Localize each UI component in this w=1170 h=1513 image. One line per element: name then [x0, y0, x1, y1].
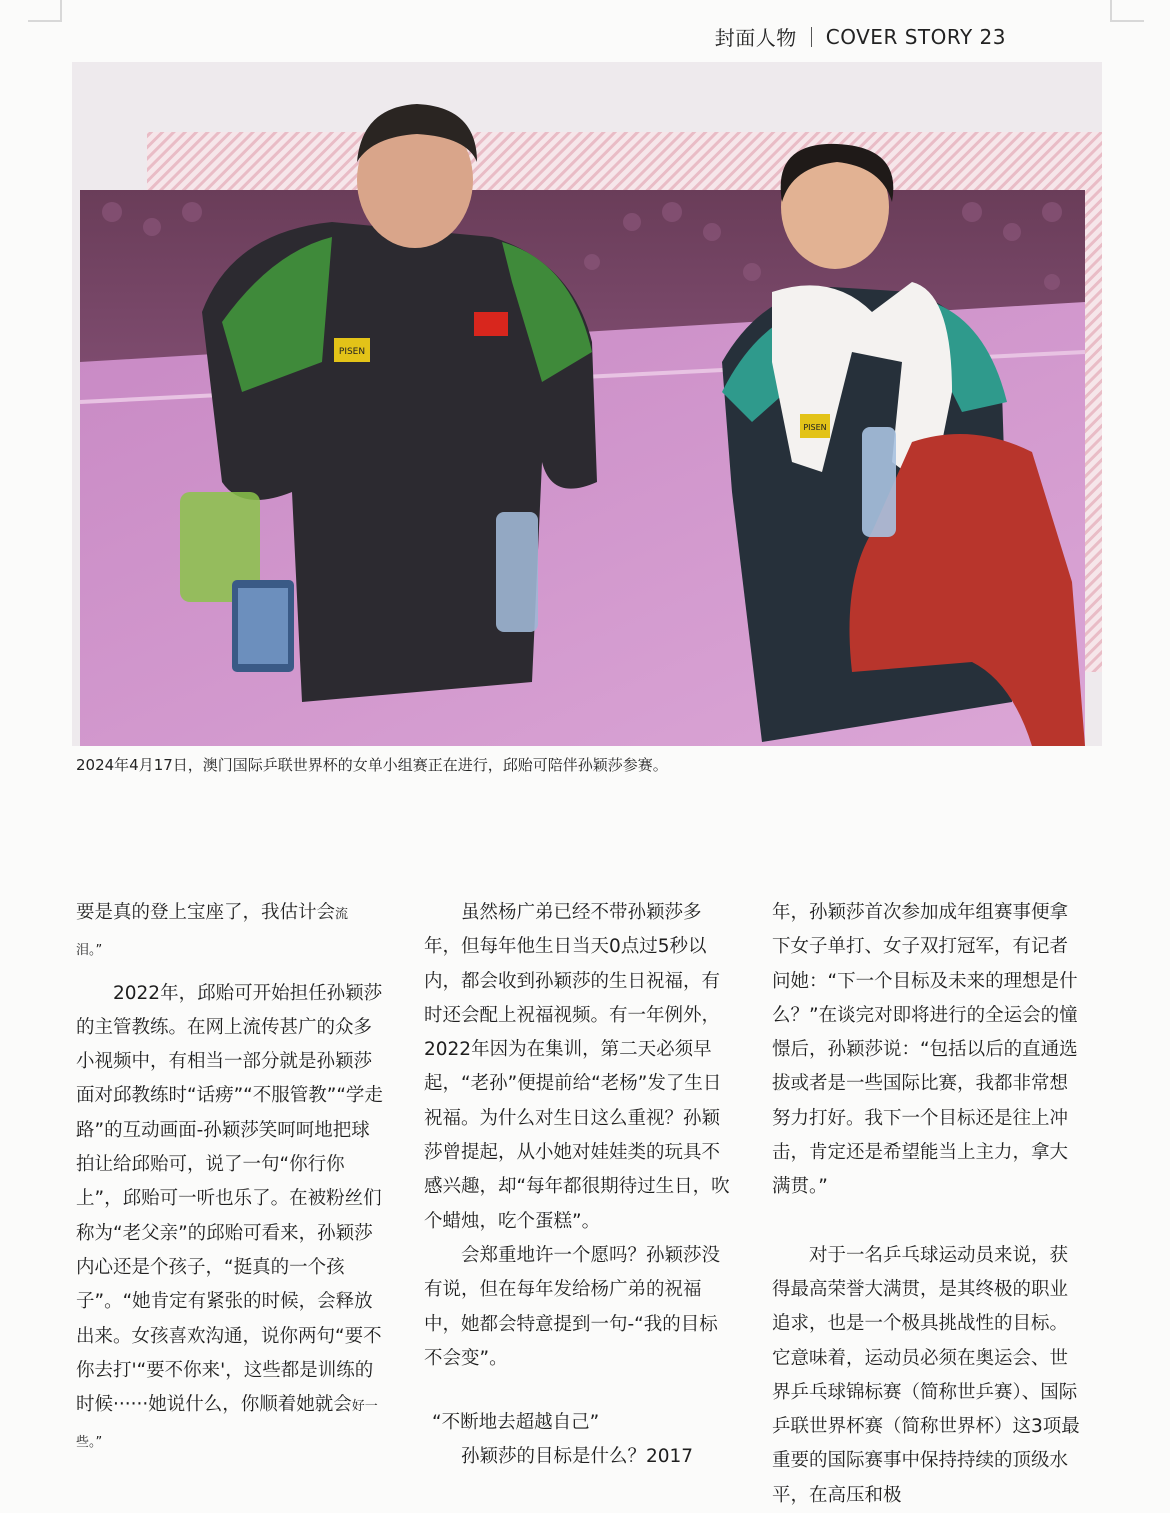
- coach-badge-text: PISEN: [338, 347, 366, 357]
- col2-paragraph-3: 孙颖莎的目标是什么？2017: [461, 1446, 694, 1468]
- col1-p1-small-b: 泪。”: [76, 943, 103, 959]
- story-label: COVER STORY 23: [825, 24, 1006, 49]
- crop-mark-top-right-h: [1110, 20, 1144, 22]
- player-badge-text: PISEN: [803, 423, 827, 432]
- feature-photo: [72, 62, 1102, 746]
- col3-paragraph-1: 年，孙颖莎首次参加成年组赛事便拿下女子单打、女子双打冠军，有记者问她：“下一个目标及未来的理想是什么？”在谈完对即将进行的全运会的憧憬后，孙颖莎说：“包括以后的直通选拔或者是一些国际比赛，我都非常想努力打好。我下一个目标还是往上冲击，肯定还是希望能当上主力，拿大满贯。”: [772, 902, 1078, 1198]
- header-divider: [811, 27, 812, 47]
- photo-illustration: [72, 62, 1102, 746]
- col2-paragraph-2: 会郑重地许一个愿吗？孙颖莎没有说，但在每年发给杨广弟的祝福中，她都会特意提到一句-“我的目标不会变”。: [424, 1244, 721, 1369]
- crop-mark-top-left-h: [28, 20, 62, 22]
- running-header: [715, 22, 1006, 51]
- col1-p2-text: 2022年，邱贻可开始担任孙颖莎的主管教练。在网上流传甚广的众多小视频中，有相当一部分就是孙颖莎面对邱教练时“话痨”“不服管教”“学走路”的互动画面-孙颖莎笑呵呵地把球拍让给邱贻可，说了一句“你行你上”，邱贻可一听也乐了。在被粉丝们称为“老父亲”的邱贻可看来，孙颖莎内心还是个孩子，“挺真的一个孩子”。“她肯定有紧张的时候，会释放出来。女孩喜欢沟通，说你两句“要不你去打'“要不你来'，这些都是训练的时候······她说什么，你顺着她就会: [76, 982, 383, 1416]
- section-label: 封面人物: [714, 26, 797, 50]
- col2-paragraph-1: 虽然杨广弟已经不带孙颖莎多年，但每年他生日当天0点过5秒以内，都会收到孙颖莎的生日祝福，有时还会配上祝福视频。有一年例外，2022年因为在集训，第二天必须早起，“老孙”便提前给“老杨”发了生日祝福。为什么对生日这么重视？孙颖莎曾提起，从小她对娃娃类的玩具不感兴趣，却“每年都很期待过生日，吹个蜡烛，吃个蛋糕”。: [424, 902, 730, 1232]
- photo-caption: 2024年4月17日，澳门国际乒联世界杯的女单小组赛正在进行，邱贻可陪伴孙颖莎参赛。: [76, 756, 668, 774]
- crop-mark-top-right-v: [1110, 0, 1112, 22]
- col1-p1-small-a: 流: [335, 907, 349, 922]
- text-column-2: [424, 896, 734, 1475]
- text-column-3: [772, 896, 1082, 1513]
- col2-subheading: “不断地去超越自己”: [432, 1412, 600, 1434]
- col3-paragraph-2: 对于一名乒乓球运动员来说，获得最高荣誉大满贯，是其终极的职业追求，也是一个极具挑战性的目标。它意味着，运动员必须在奥运会、世界乒乓球锦标赛（简称世乒赛）、国际乒联世界杯赛（简称世界杯）这3项最重要的国际赛事中保持持续的顶级水平，在高压和极: [772, 1244, 1080, 1506]
- crop-mark-top-left-v: [60, 0, 62, 22]
- col1-p1-text: 要是真的登上宝座了，我估计会: [76, 902, 336, 923]
- text-column-1: [76, 896, 386, 1461]
- col1-paragraph-2: [76, 977, 386, 1461]
- col1-paragraph-1: [76, 896, 386, 969]
- col1-p2-small: 好一些。”: [76, 1399, 378, 1451]
